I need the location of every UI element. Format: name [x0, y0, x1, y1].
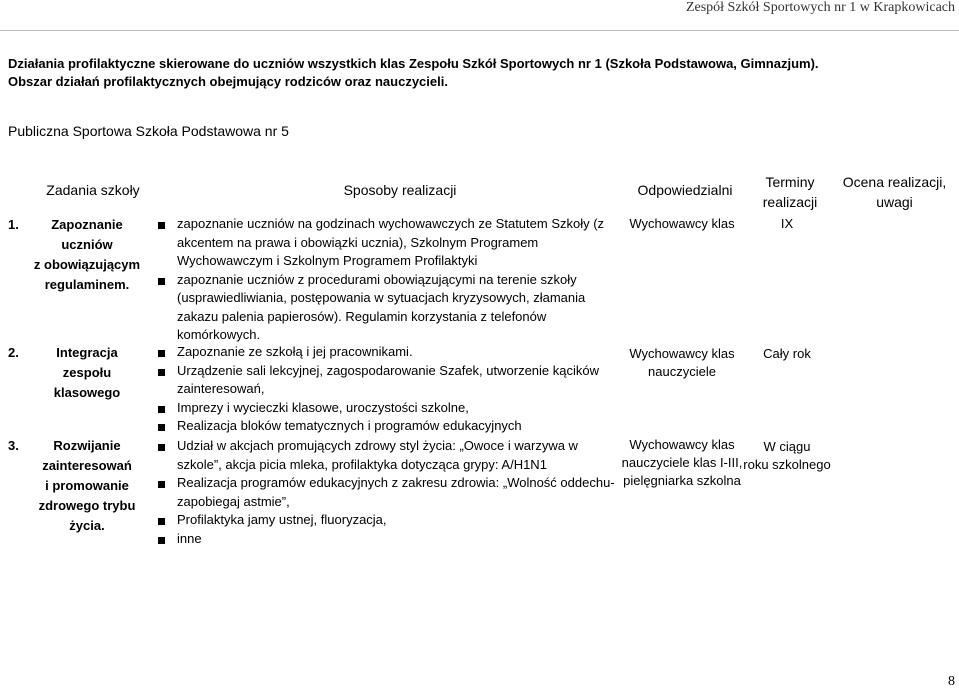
term-cell [742, 438, 832, 474]
responsible-line: Wychowawcy klas [629, 216, 735, 231]
header-divider [0, 30, 959, 31]
methods-cell [157, 437, 617, 548]
responsible-cell [617, 345, 747, 381]
header-terms-line: Terminy [765, 174, 815, 190]
term-line: IX [780, 216, 794, 231]
method-item: inne [157, 530, 617, 549]
responsible-line: Wychowawcy klas [629, 346, 735, 361]
header-evaluation-line: uwagi [876, 194, 913, 210]
task-line: z obowiązującym [33, 257, 141, 272]
task-line: zainteresowań [42, 458, 132, 473]
responsible-cell [617, 215, 747, 233]
header-tasks: Zadania szkoły [46, 182, 140, 198]
task-line: uczniów [61, 237, 113, 252]
task-line: regulaminem. [44, 277, 130, 292]
task-line: życia. [69, 518, 105, 533]
method-item: Realizacja bloków tematycznych i programów edukacyjnych [157, 417, 617, 436]
responsible-cell [617, 436, 747, 490]
task-line: Rozwijanie [53, 438, 121, 453]
method-item: Imprezy i wycieczki klasowe, uroczystości szkolne, [157, 399, 617, 418]
school-header: Zespół Szkół Sportowych nr 1 w Krapkowicach [685, 0, 955, 15]
methods-cell [157, 343, 617, 436]
term-line: roku szkolnego [743, 457, 831, 472]
header-responsible: Odpowiedzialni [637, 182, 733, 198]
task-cell [8, 436, 148, 536]
method-item: Profilaktyka jamy ustnej, fluoryzacja, [157, 511, 617, 530]
method-item: Zapoznanie ze szkołą i jej pracownikami. [157, 343, 617, 362]
responsible-line: Wychowawcy klas [629, 437, 735, 452]
method-item: Urządzenie sali lekcyjnej, zagospodarowanie Szafek, utworzenie kącików zainteresowań, [157, 362, 617, 399]
term-line: W ciągu [763, 439, 811, 454]
intro-line: Działania profilaktyczne skierowane do uczniów wszystkich klas Zespołu Szkół Sportowych nr 1 (Szkoła Podstawowa, Gimnazjum). [8, 56, 819, 71]
responsible-line: nauczyciele klas I-III, [621, 455, 743, 470]
task-cell [8, 343, 148, 403]
header-evaluation-line: Ocena realizacji, [842, 174, 947, 190]
header-terms [750, 172, 830, 212]
methods-cell [157, 215, 617, 345]
method-item: Realizacja programów edukacyjnych z zakresu zdrowia: „Wolność oddechu-zapobiegaj astmie”, [157, 474, 617, 511]
task-number: 1. [8, 217, 19, 232]
page-number: 8 [948, 674, 955, 689]
method-item: zapoznanie uczniów z procedurami obowiązującymi na terenie szkoły (usprawiedliwiania, postępowania w sytuacjach kryzysowych, złamania zakazu palenia papierosów). Regulamin korzystania z telefonów komórkowych. [157, 271, 617, 345]
intro-line: Obszar działań profilaktycznych obejmujący rodziców oraz nauczycieli. [8, 74, 448, 89]
method-item: Udział w akcjach promujących zdrowy styl życia: „Owoce i warzywa w szkole”, akcja picia mleka, profilaktyka dotycząca grypy: A/H1N1 [157, 437, 617, 474]
task-number: 2. [8, 345, 19, 360]
term-cell [742, 345, 832, 363]
task-cell [8, 215, 148, 295]
method-item: zapoznanie uczniów na godzinach wychowawczych ze Statutem Szkoły (z akcentem na prawa i obowiązki ucznia), Szkolnym Programem Wychowawczym i Szkolnym Programem Profilaktyki [157, 215, 617, 271]
responsible-line: pielęgniarka szkolna [623, 473, 741, 488]
task-number: 3. [8, 438, 19, 453]
term-cell [742, 215, 832, 233]
school-name: Publiczna Sportowa Szkoła Podstawowa nr 5 [8, 123, 289, 139]
task-line: Zapoznanie [51, 217, 123, 232]
header-methods: Sposoby realizacji [343, 182, 457, 198]
task-line: Integracja zespołu [56, 345, 118, 380]
responsible-line: nauczyciele [648, 364, 716, 379]
header-evaluation [832, 172, 957, 212]
task-line: zdrowego trybu [38, 498, 136, 513]
task-line: i promowanie [45, 478, 129, 493]
task-line: klasowego [53, 385, 121, 400]
header-terms-line: realizacji [762, 194, 818, 210]
intro-text [8, 55, 819, 91]
term-line: Cały rok [763, 346, 811, 361]
